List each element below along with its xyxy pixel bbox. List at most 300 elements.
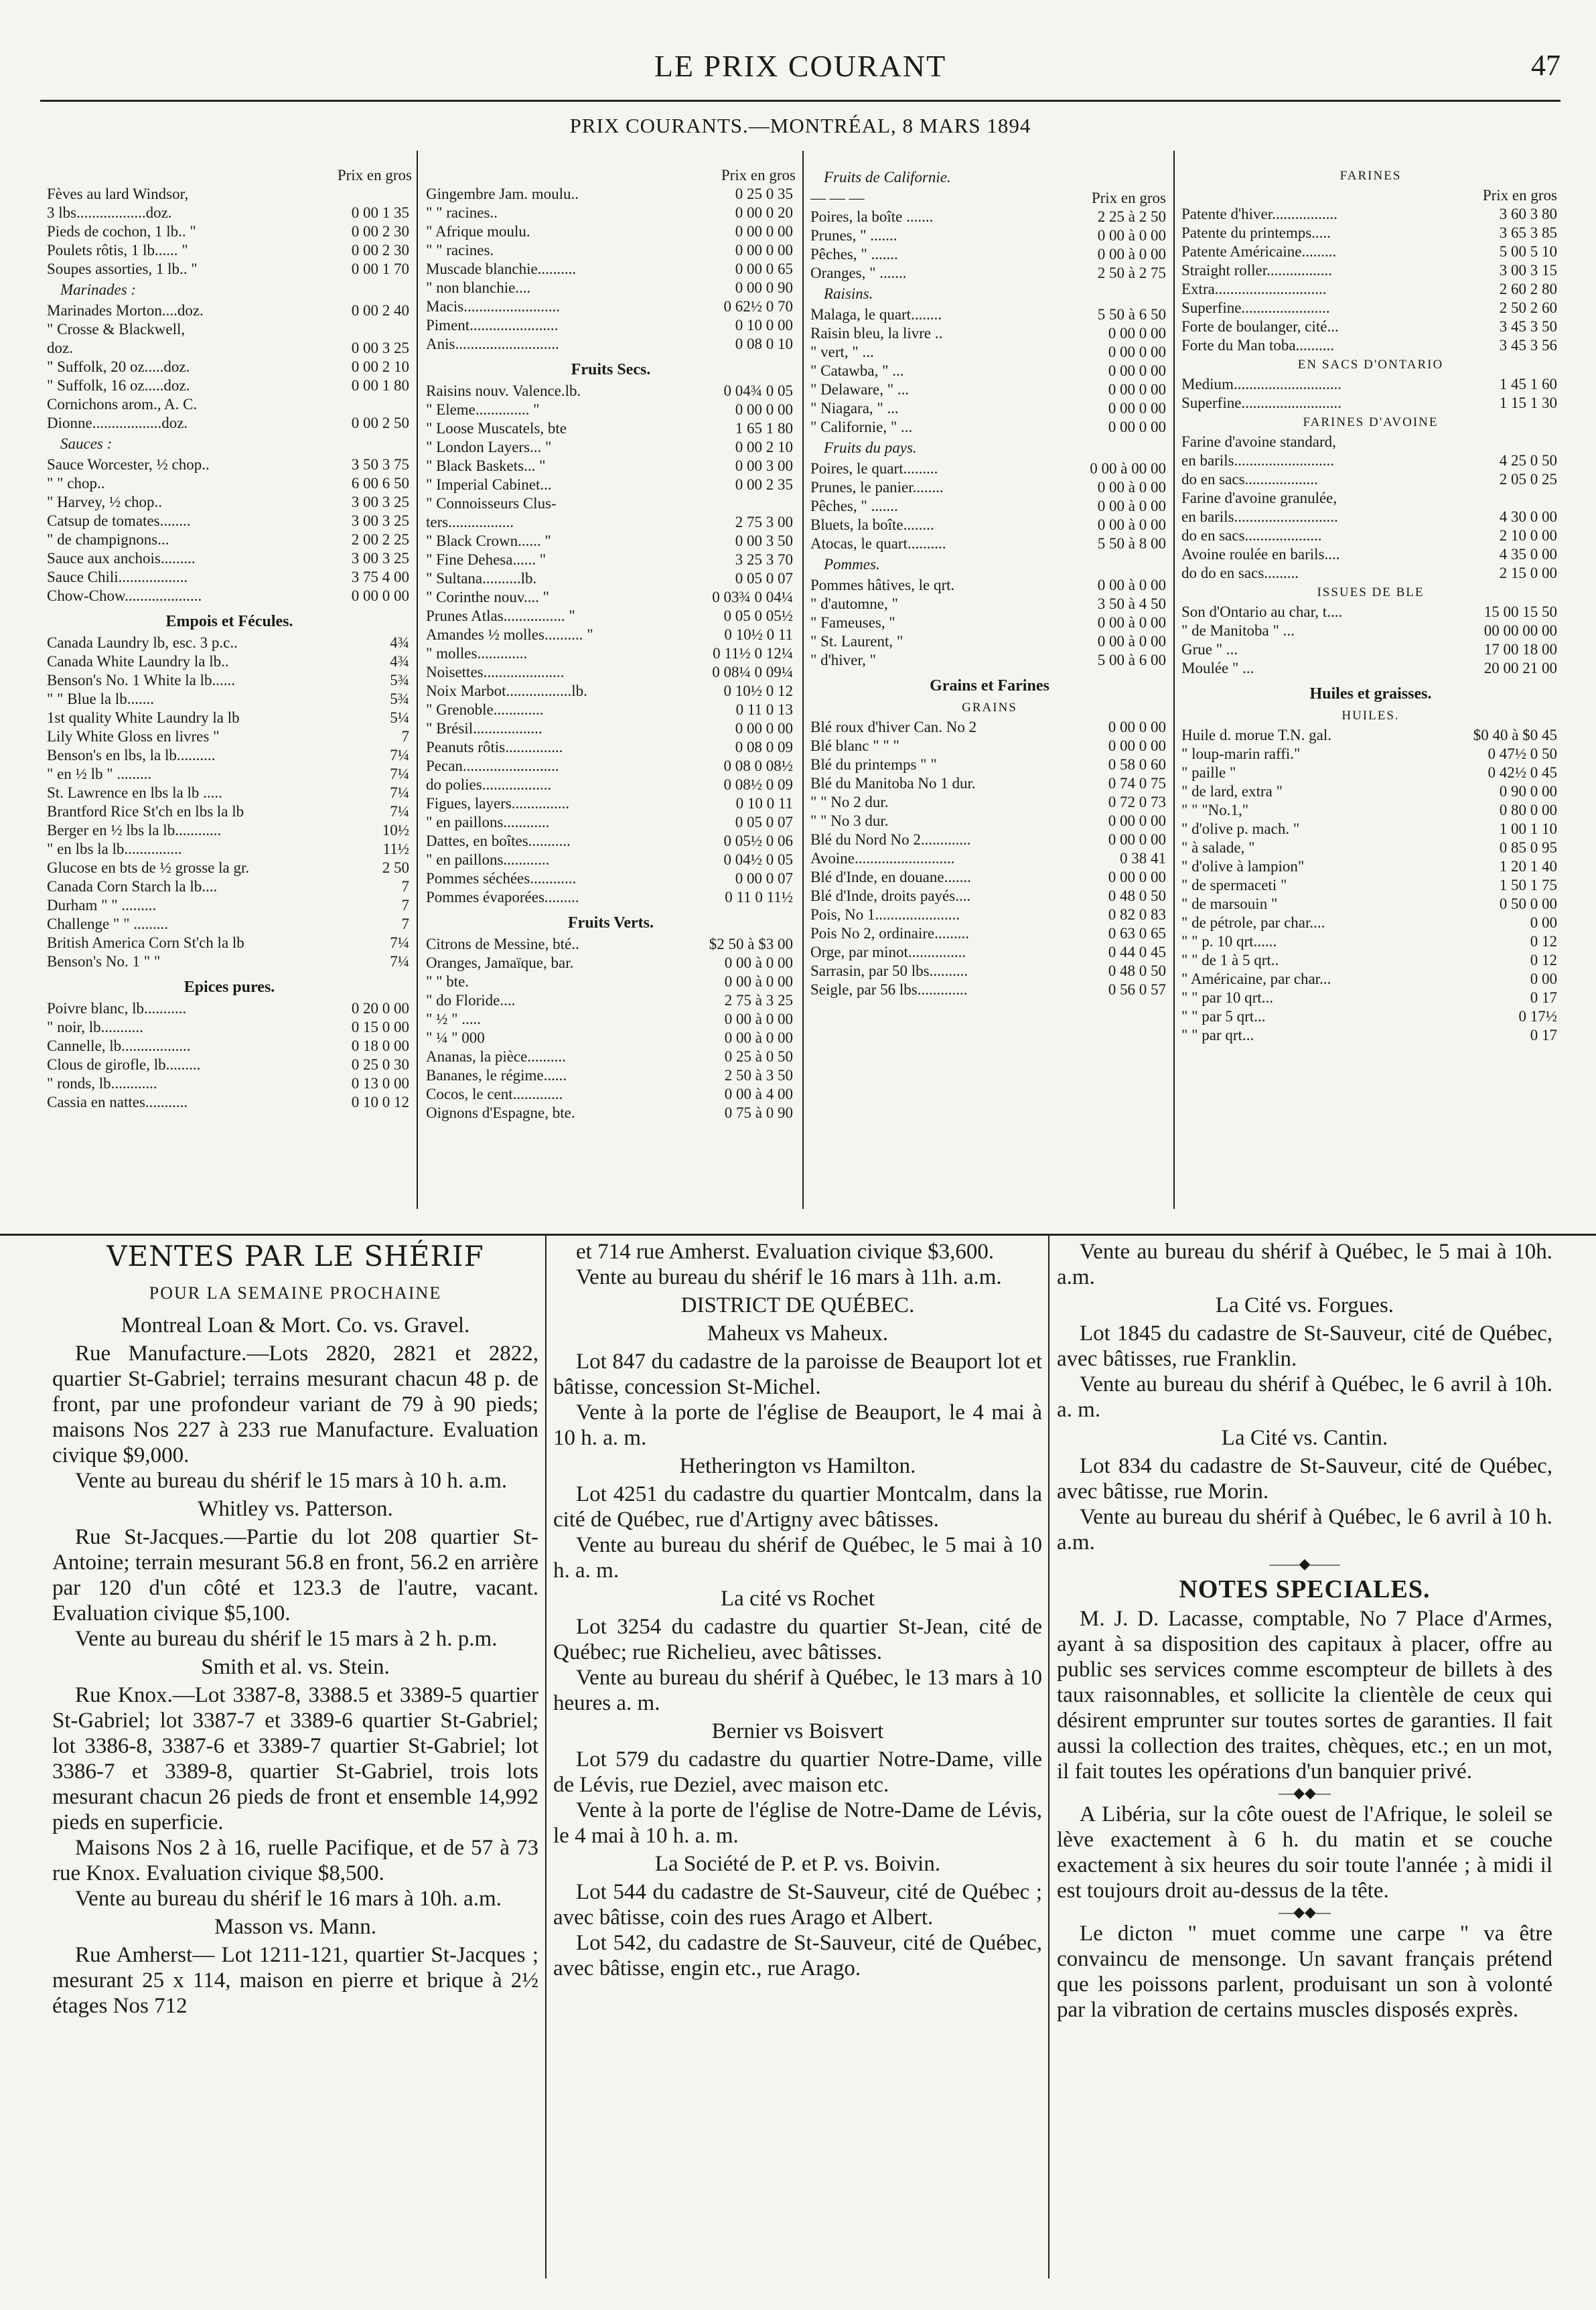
item-name: " Niagara, " ... — [810, 400, 899, 417]
price-row — [47, 1093, 412, 1112]
price-row — [810, 264, 1169, 283]
price-row — [810, 962, 1169, 981]
ventes-paragraph: Vente au bureau du shérif à Québec, le 13 mars à 10 heures a. m. — [553, 1666, 1042, 1715]
price-row — [810, 718, 1169, 737]
ventes-paragraph: Vente au bureau du shérif à Québec, le 6 avril à 10 h. a.m. — [1057, 1505, 1552, 1555]
price-row — [47, 376, 412, 395]
item-price: 5 50 à 6 50 — [1097, 306, 1166, 323]
item-price: 7¼ — [390, 766, 409, 782]
item-price: 3 00 3 25 — [351, 494, 409, 510]
price-column-4 — [1181, 166, 1560, 1212]
price-row — [426, 494, 796, 513]
ventes-paragraph: Lot 3254 du cadastre du quartier St-Jean, cité de Québec; rue Richelieu, avec bâtisses. — [553, 1615, 1042, 1664]
section-heading: Empois et Fécules. — [165, 613, 293, 630]
item-price: 0 00 à 0 00 — [1097, 633, 1166, 650]
section-heading: Epices pures. — [184, 979, 275, 996]
price-row — [426, 204, 796, 222]
ventes-paragraph: Vente au bureau du shérif le 15 mars à 10 h. a.m. — [75, 1469, 508, 1493]
section-heading: ISSUES DE BLE — [1317, 585, 1425, 599]
item-price: 4¾ — [390, 653, 409, 670]
item-price — [1459, 433, 1560, 451]
item-name: Sauce Chili.................. — [47, 569, 188, 585]
item-name: Gingembre Jam. moulu.. — [426, 186, 579, 202]
price-row — [810, 380, 1169, 399]
item-name: " Corinthe nouv.... " — [426, 589, 550, 605]
price-row — [426, 513, 796, 532]
price-row — [1181, 205, 1560, 224]
item-name: Blé d'Inde, droits payés.... — [810, 887, 971, 904]
notes-title: NOTES SPECIALES. — [1179, 1575, 1431, 1603]
item-price: 00 00 00 00 — [1483, 622, 1557, 639]
item-name: " " "No.1," — [1181, 802, 1249, 818]
price-row — [47, 568, 412, 587]
item-price: 3 45 3 50 — [1499, 318, 1557, 335]
price-row — [810, 362, 1169, 380]
item-name: Cocos, le cent............. — [426, 1086, 563, 1102]
price-row — [1181, 224, 1560, 242]
price-row — [426, 888, 796, 907]
item-name: Orge, par minot............... — [810, 944, 966, 960]
price-row — [810, 651, 1169, 670]
item-price: 11½ — [382, 841, 409, 857]
item-price: 3 50 à 4 50 — [1097, 595, 1166, 612]
item-price: 3 00 3 25 — [351, 512, 409, 529]
item-name: do polies.................. — [426, 776, 552, 793]
item-name: Bananes, le régime...... — [426, 1067, 567, 1084]
item-price: 7¼ — [390, 747, 409, 764]
price-row — [426, 588, 796, 607]
price-row — [426, 569, 796, 588]
price-row — [1181, 622, 1560, 640]
item-price — [1459, 489, 1560, 508]
item-price: 0 11 0 11½ — [725, 889, 793, 906]
price-row — [47, 587, 412, 605]
item-price: 0 08 0 08½ — [723, 757, 793, 774]
item-price: 0 00 à 0 00 — [1097, 577, 1166, 593]
item-price: 7¼ — [390, 784, 409, 801]
price-row — [1181, 914, 1560, 932]
item-name: " ½ " ..... — [426, 1011, 482, 1027]
case-title: La Cité vs. Cantin. — [1221, 1426, 1388, 1450]
item-name: Dattes, en boîtes........... — [426, 833, 571, 849]
item-price: 7 — [401, 728, 409, 745]
item-name: Forte de boulanger, cité... — [1181, 318, 1339, 335]
item-price: 0 50 0 00 — [1499, 895, 1557, 912]
column-rule — [417, 151, 418, 1209]
item-name: Sauce Worcester, ½ chop.. — [47, 456, 210, 473]
page-number: 47 — [1531, 49, 1561, 82]
item-price: 0 05 0 05½ — [723, 607, 793, 624]
price-row — [47, 474, 412, 493]
item-name: " Suffolk, 20 oz.....doz. — [47, 358, 190, 375]
item-name: Ananas, la pièce.......... — [426, 1048, 566, 1065]
price-row — [810, 595, 1169, 613]
item-price: 4 35 0 00 — [1499, 546, 1557, 563]
item-name: " " chop.. — [47, 475, 105, 492]
item-price: 0 00 1 80 — [351, 377, 409, 394]
price-row — [47, 358, 412, 376]
price-row — [1181, 1026, 1560, 1045]
item-name: " de marsouin " — [1181, 895, 1278, 912]
price-row — [426, 260, 796, 279]
item-price: 2 50 2 60 — [1499, 299, 1557, 316]
item-name — [1181, 186, 1459, 205]
item-name: Catsup de tomates........ — [47, 512, 191, 529]
item-price: 4 30 0 00 — [1499, 508, 1557, 525]
item-name: " Imperial Cabinet... — [426, 476, 552, 493]
item-name: Chow-Chow.................... — [47, 587, 202, 604]
price-row — [810, 497, 1169, 516]
item-name: Brantford Rice St'ch en lbs la lb — [47, 803, 244, 820]
price-row — [1181, 242, 1560, 261]
price-row — [426, 813, 796, 832]
section-heading: Fruits Secs. — [571, 361, 651, 378]
price-row — [426, 401, 796, 419]
item-name: Oignons d'Espagne, bte. — [426, 1104, 575, 1121]
item-price: 0 00 2 30 — [351, 242, 409, 259]
price-row — [426, 1085, 796, 1104]
item-price: 5 00 à 6 00 — [1097, 652, 1166, 668]
price-row — [47, 339, 412, 358]
item-price: 3 50 3 75 — [351, 456, 409, 473]
item-name: Oranges, Jamaïque, bar. — [426, 954, 574, 971]
price-row — [1181, 280, 1560, 299]
item-name: Son d'Ontario au char, t.... — [1181, 603, 1343, 620]
item-name: " d'olive à lampion" — [1181, 858, 1305, 875]
price-row — [426, 1010, 796, 1029]
item-name: Poires, la boîte ....... — [810, 208, 934, 225]
item-price: 0 42½ 0 45 — [1488, 764, 1557, 781]
masthead — [40, 42, 1561, 102]
item-price: 3 65 3 85 — [1499, 224, 1557, 241]
item-price: 0 00 — [1530, 970, 1557, 987]
ventes-paragraph: Rue St-Jacques.—Partie du lot 208 quartier St-Antoine; terrain mesurant 56.8 en front, 56.2 en arrière par 120 d'un côté et 123.3 de l'autre, vacant. Evaluation civique $5,100. — [52, 1525, 538, 1626]
price-row — [810, 632, 1169, 651]
item-price: 0 85 0 95 — [1499, 839, 1557, 856]
price-row — [1181, 764, 1560, 782]
item-name: " Eleme.............. " — [426, 401, 540, 418]
item-name: Noisettes..................... — [426, 664, 565, 680]
price-row — [1181, 489, 1560, 508]
case-title: Hetherington vs Hamilton. — [679, 1454, 916, 1478]
item-name: Prunes Atlas................ " — [426, 607, 575, 624]
item-price: 3 60 3 80 — [1499, 206, 1557, 222]
item-price: 0 15 0 00 — [351, 1019, 409, 1035]
item-name: Blé du printemps " " — [810, 756, 937, 773]
item-name: Blé d'Inde, en douane....... — [810, 869, 971, 885]
item-name: Pois, No 1...................... — [810, 906, 960, 923]
item-price: 1 65 1 80 — [735, 420, 793, 437]
item-price: Prix en gros — [1482, 187, 1557, 204]
case-title: DISTRICT DE QUÉBEC. — [680, 1293, 915, 1317]
item-name: " paille " — [1181, 764, 1236, 781]
item-price: 0 12 — [1530, 952, 1557, 968]
item-price: 2 10 0 00 — [1499, 527, 1557, 544]
ventes-paragraph: Lot 579 du cadastre du quartier Notre-Dame, ville de Lévis, rue Deziel, avec maison etc. — [553, 1747, 1042, 1797]
price-row — [47, 1074, 412, 1093]
item-name: Benson's No. 1 White la lb...... — [47, 672, 235, 689]
item-name: " loup-marin raffi." — [1181, 745, 1301, 762]
price-row — [810, 324, 1169, 343]
item-price: 0 00 3 00 — [735, 457, 793, 474]
price-row — [810, 774, 1169, 793]
item-price: 0 00 0 00 — [1108, 362, 1166, 379]
price-row — [426, 851, 796, 869]
item-price: 0 04¾ 0 05 — [723, 382, 793, 399]
item-name: " " No 2 dur. — [810, 794, 889, 810]
item-price: 0 48 0 50 — [1108, 962, 1166, 979]
ventes-paragraph: Lot 542, du cadastre de St-Sauveur, cité de Québec, avec bâtisse, engin etc., rue Arago. — [553, 1931, 1042, 1980]
item-name: Piment....................... — [426, 317, 559, 334]
case-title: Masson vs. Mann. — [214, 1915, 376, 1939]
price-row — [426, 869, 796, 888]
item-name: en barils........................... — [1181, 508, 1338, 525]
price-row — [47, 671, 412, 690]
price-row — [810, 208, 1169, 226]
item-name: Poulets rôtis, 1 lb...... " — [47, 242, 188, 259]
price-row — [810, 418, 1169, 437]
price-row — [1181, 820, 1560, 839]
item-price: 0 00 1 70 — [351, 261, 409, 277]
item-price: 0 10½ 0 12 — [723, 682, 793, 699]
item-price: 0 17½ — [1518, 1008, 1557, 1025]
ventes-paragraph: Vente à la porte de l'église de Notre-Dame de Lévis, le 4 mai à 10 h. a. m. — [553, 1798, 1042, 1848]
item-price: 0 25 0 35 — [735, 186, 793, 202]
price-row — [47, 1056, 412, 1074]
item-price: 0 00 0 20 — [735, 204, 793, 221]
price-row — [47, 821, 412, 840]
ventes-column-3 — [1057, 1239, 1552, 2284]
price-row — [426, 607, 796, 626]
section-heading: Raisins. — [824, 285, 873, 302]
price-row — [47, 395, 412, 414]
item-name: Pêches, " ....... — [810, 246, 898, 263]
item-name: do en sacs................... — [1181, 471, 1318, 488]
item-price: 7¼ — [390, 803, 409, 820]
price-row — [810, 812, 1169, 831]
item-name: doz. — [47, 340, 73, 356]
price-row — [426, 222, 796, 241]
item-name: " d'hiver, " — [810, 652, 877, 668]
price-row — [47, 320, 412, 339]
item-price: 20 00 21 00 — [1483, 660, 1557, 676]
price-row — [1181, 989, 1560, 1007]
item-price: 0 00 0 00 — [1108, 737, 1166, 754]
item-name: " " racines. — [426, 242, 494, 259]
item-name: " Fine Dehesa...... " — [426, 551, 547, 568]
section-heading: HUILES. — [1341, 709, 1400, 723]
item-price: 3 75 4 00 — [351, 569, 409, 585]
section-heading: Huiles et graisses. — [1309, 685, 1432, 703]
price-row — [426, 382, 796, 401]
price-column-1 — [47, 166, 412, 1212]
item-name: Superfine....................... — [1181, 299, 1330, 316]
section-heading: EN SACS D'ONTARIO — [1297, 358, 1444, 372]
price-row — [1181, 317, 1560, 336]
item-price: 0 25 0 30 — [351, 1056, 409, 1073]
item-name: Challenge " " ......... — [47, 916, 169, 932]
item-price — [695, 494, 796, 513]
price-row — [1181, 839, 1560, 857]
ventes-paragraph: Lot 4251 du cadastre du quartier Montcalm, dans la cité de Québec, rue d'Artigny avec bâtisses. — [553, 1482, 1042, 1532]
item-price — [311, 185, 412, 204]
price-row — [810, 576, 1169, 595]
item-price: 0 08½ 0 09 — [723, 776, 793, 793]
price-row — [426, 1104, 796, 1123]
price-row — [810, 613, 1169, 632]
price-row — [47, 1018, 412, 1037]
item-name: Cornichons arom., A. C. — [47, 396, 198, 413]
price-row — [1181, 970, 1560, 989]
item-price: 0 18 0 00 — [351, 1037, 409, 1054]
ventes-paragraph: Lot 544 du cadastre de St-Sauveur, cité de Québec ; avec bâtisse, coin des rues Arago et Albert. — [553, 1880, 1042, 1930]
section-heading: Fruits de Californie. — [824, 169, 951, 186]
item-price: 0 00 0 00 — [1108, 831, 1166, 848]
item-name: " Sultana..........lb. — [426, 570, 537, 587]
price-row — [426, 457, 796, 476]
ventes-subtitle: POUR LA SEMAINE PROCHAINE — [149, 1283, 442, 1303]
item-name: Canada Corn Starch la lb.... — [47, 878, 218, 895]
item-price: 0 00 0 00 — [1108, 381, 1166, 398]
item-name: Avoine.......................... — [810, 850, 955, 867]
item-price: 0 10 0 00 — [735, 317, 793, 334]
column-rule — [1173, 151, 1175, 1209]
item-name: " Afrique moulu. — [426, 223, 530, 240]
price-row — [47, 690, 412, 709]
price-row — [1181, 857, 1560, 876]
price-row — [1181, 470, 1560, 489]
item-name: Grue " ... — [1181, 641, 1238, 658]
item-name: " Brésil.................. — [426, 720, 542, 737]
item-name: " ¼ " 000 — [426, 1029, 485, 1046]
price-row — [810, 793, 1169, 812]
price-row — [426, 185, 796, 204]
item-price: 0 00 2 10 — [351, 358, 409, 375]
item-name: Cannelle, lb.................. — [47, 1037, 191, 1054]
item-name: " Américaine, par char... — [1181, 970, 1331, 987]
price-row — [1181, 451, 1560, 470]
item-price: 0 20 0 00 — [351, 1000, 409, 1017]
price-row — [426, 419, 796, 438]
item-price: 0 00 0 00 — [1108, 869, 1166, 885]
price-column-3 — [810, 166, 1169, 1212]
ventes-paragraph: Vente au bureau du shérif à Québec, le 5 mai à 10h. a.m. — [1057, 1240, 1552, 1289]
item-name: Soupes assorties, 1 lb.. " — [47, 261, 198, 277]
item-price: 1 00 1 10 — [1499, 820, 1557, 837]
item-price: 0 00 2 35 — [735, 476, 793, 493]
price-row — [1181, 895, 1560, 914]
price-header: Prix en gros — [721, 167, 796, 184]
price-row — [1181, 782, 1560, 801]
item-price: 0 00 2 30 — [351, 223, 409, 240]
item-name: " " No 3 dur. — [810, 812, 889, 829]
item-name: Pommes séchées............ — [426, 870, 577, 887]
section-heading: GRAINS — [962, 701, 1017, 715]
item-price: 0 25 à 0 50 — [724, 1048, 793, 1065]
item-name: " de lard, extra " — [1181, 783, 1283, 800]
item-price: 0 90 0 00 — [1499, 783, 1557, 800]
item-name: " Connoisseurs Clus- — [426, 495, 557, 512]
price-row — [1181, 876, 1560, 895]
item-price: 0 00 à 0 00 — [1097, 246, 1166, 263]
item-price: 0 00 à 0 00 — [1097, 479, 1166, 496]
item-name: " " de 1 à 5 qrt.. — [1181, 952, 1279, 968]
price-row — [47, 896, 412, 915]
item-name: Farine d'avoine standard, — [1181, 433, 1336, 450]
item-name: Patente du printemps..... — [1181, 224, 1331, 241]
item-price: 0 10 0 12 — [351, 1094, 409, 1110]
item-price: $0 40 à $0 45 — [1473, 727, 1557, 743]
item-price: 0 00 3 25 — [351, 340, 409, 356]
item-price: 0 13 0 00 — [351, 1075, 409, 1092]
price-row — [47, 746, 412, 765]
item-price: 4 25 0 50 — [1499, 452, 1557, 469]
item-price: 0 05½ 0 06 — [723, 833, 793, 849]
ventes-column-2 — [553, 1239, 1042, 2284]
item-name: Benson's No. 1 " " — [47, 953, 161, 970]
item-price: 0 00 2 40 — [351, 302, 409, 319]
price-row — [810, 924, 1169, 943]
price-row — [426, 832, 796, 851]
price-row — [1181, 951, 1560, 970]
item-name: Pêches, " ....... — [810, 498, 898, 514]
ventes-paragraph: Lot 834 du cadastre de St-Sauveur, cité de Québec, avec bâtisse, rue Morin. — [1057, 1454, 1552, 1504]
item-name: Peanuts rôtis............... — [426, 739, 563, 755]
price-row — [1181, 336, 1560, 355]
item-name: Durham " " ......... — [47, 897, 157, 914]
item-price: 2 50 à 2 75 — [1097, 265, 1166, 281]
case-title: Montreal Loan & Mort. Co. vs. Gravel. — [121, 1313, 470, 1338]
price-row — [1181, 801, 1560, 820]
item-name: Bluets, la boîte........ — [810, 516, 934, 533]
item-name: Figues, layers............... — [426, 795, 570, 812]
ventes-body-3 — [1057, 1239, 1552, 1555]
item-name: Pecan......................... — [426, 757, 559, 774]
item-price: 0 00 0 00 — [1108, 325, 1166, 342]
item-name: " Harvey, ½ chop.. — [47, 494, 163, 510]
price-row — [426, 1066, 796, 1085]
price-row — [1181, 186, 1560, 205]
item-name: " noir, lb........... — [47, 1019, 143, 1035]
item-name: Blé du Nord No 2............. — [810, 831, 971, 848]
ornament: —◆◆— — [1279, 1784, 1331, 1801]
item-name: British America Corn St'ch la lb — [47, 934, 244, 951]
price-row — [1181, 526, 1560, 545]
price-row — [810, 943, 1169, 962]
item-name: Blé blanc " " " — [810, 737, 899, 754]
item-name: " Crosse & Blackwell, — [47, 321, 186, 338]
item-price: 3 25 3 70 — [735, 551, 793, 568]
item-name: " de pétrole, par char.... — [1181, 914, 1325, 931]
ornament: —◆◆— — [1279, 1903, 1331, 1920]
item-name: Poivre blanc, lb........... — [47, 1000, 187, 1017]
item-price: 0 75 à 0 90 — [724, 1104, 793, 1121]
price-row — [426, 297, 796, 316]
item-price — [311, 395, 412, 414]
item-price: 7¼ — [390, 953, 409, 970]
item-price: 0 03¾ 0 04¼ — [712, 589, 793, 605]
item-name: " St. Laurent, " — [810, 633, 903, 650]
item-name: " d'automne, " — [810, 595, 898, 612]
item-name: " Grenoble............. — [426, 701, 544, 718]
item-price — [311, 320, 412, 339]
item-name: " d'olive p. mach. " — [1181, 820, 1300, 837]
item-name: Atocas, le quart.......... — [810, 535, 946, 552]
item-price: 0 00 0 00 — [351, 587, 409, 604]
item-name: " " par 5 qrt... — [1181, 1008, 1266, 1025]
price-list-heading: PRIX COURANTS.—MONTRÉAL, 8 MARS 1894 — [569, 114, 1031, 137]
price-row — [426, 316, 796, 335]
